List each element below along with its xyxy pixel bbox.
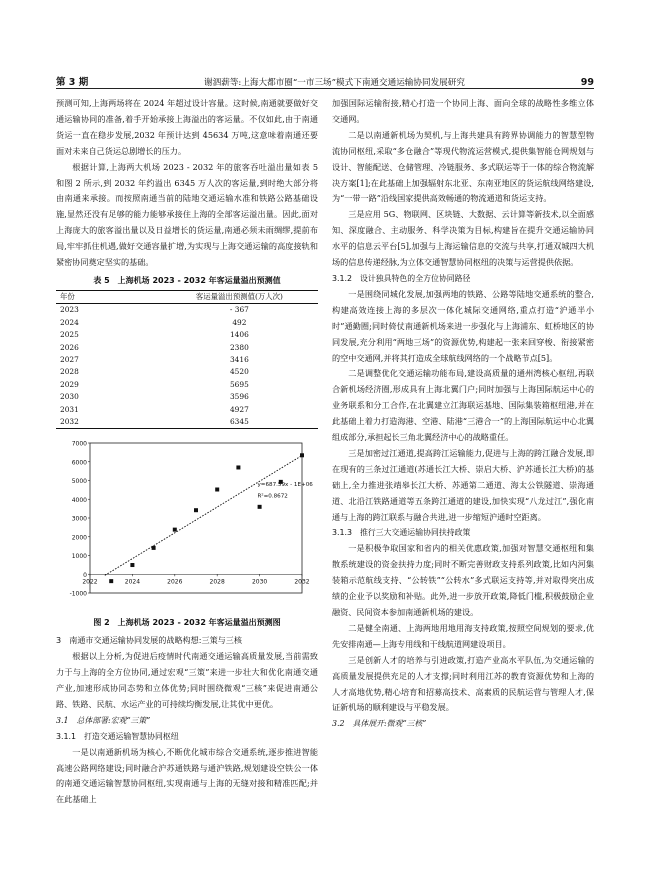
- x-tick-label: 2024: [124, 578, 141, 586]
- x-tick-label: 2026: [167, 578, 183, 586]
- paragraph: 二是调整优化交通运输功能布局,建设高质量的通州湾核心枢纽,再联合新机场经济圈,形成具有上海北翼门户;同时加强与上海国际航运中心的业务联系和分工合作,在北翼建立江海联运基地、国际集装箱枢纽港,并在此基础上着力打造海港、空港、陆港“三港合一”的上海国际航运中心北翼组成部分,承担起长三角北翼经济中心的战略重任。: [332, 368, 594, 443]
- value-cell: 4927: [229, 404, 249, 414]
- year-cell: 2031: [60, 404, 79, 414]
- plot-frame: [90, 443, 302, 593]
- value-cell: 492: [232, 317, 247, 327]
- y-tick-label: 6000: [71, 459, 87, 467]
- x-tick-label: 2028: [209, 578, 225, 586]
- table-row: [56, 354, 318, 366]
- data-point: [215, 488, 219, 492]
- subsubsection-heading: 3.1.3 推行三大交通运输协同扶持政策: [332, 528, 471, 538]
- table-row: [56, 342, 318, 354]
- table-row: [56, 379, 318, 391]
- year-cell: 2026: [60, 342, 79, 352]
- year-cell: 2030: [60, 392, 79, 402]
- section-heading: 3 南通市交通运输协同发展的战略构想:三策与三核: [56, 635, 242, 646]
- table-row: [56, 391, 318, 403]
- paragraph: 根据以上分析,为促进后疫情时代南通交通运输高质量发展,当前需致力于与上海的全方位协同,通过宏观“三策”来进一步壮大和优化南通交通产业,加速形成协同态势和立体优势;同时围绕微观“三核”来促进南通公路、铁路、民航、水运产业的可持续均衡发展,让其优中更优。: [56, 651, 318, 709]
- value-cell: 1406: [229, 330, 249, 340]
- x-tick-label: 2022: [82, 578, 98, 586]
- y-tick-label: 3000: [71, 515, 87, 523]
- paragraph: 二是健全南通、上海两地用地用海支持政策,按照空间规划的要求,优先安排南通—上海专用线和干线航道网建设项目。: [332, 622, 594, 649]
- y-tick-label: 4000: [71, 497, 87, 505]
- value-cell: 3596: [229, 392, 249, 402]
- data-point: [109, 579, 113, 583]
- y-tick-label: -1000: [69, 590, 87, 598]
- table-row: [56, 304, 318, 317]
- data-point: [173, 528, 177, 532]
- value-cell: 3416: [229, 354, 249, 364]
- year-cell: 2032: [60, 416, 79, 426]
- data-point: [152, 546, 156, 550]
- year-cell: 2027: [60, 354, 79, 364]
- value-cell: - 367: [229, 305, 249, 315]
- paragraph: 二是以南通新机场为契机,与上海共建具有跨界协调能力的智慧型物流协同枢纽,采取“多仓融合”等现代物流运营模式,提供集智能仓网规划与设计、智能配送、仓储管理、冷链服务、多式联运等于一体的综合物流解决方案[1];在此基础上加强辐射东北亚、东南亚地区的货运航线网络建设,为“一带一路”沿线国家提供高效畅通的物流通道和货运支持。: [332, 129, 594, 204]
- value-cell: 5695: [229, 379, 249, 389]
- year-cell: 2023: [60, 305, 79, 315]
- data-point: [258, 505, 262, 509]
- subsubsection-heading: 3.1.1 打造交通运输智慧协同枢纽: [56, 731, 179, 741]
- subsubsection-heading: 3.1.2 设计独具特色的全方位协同路径: [332, 273, 471, 283]
- page-number: 99: [580, 77, 594, 88]
- value-cell: 4520: [229, 367, 249, 377]
- trendline-equation: y=687.59x - 1E+06: [257, 482, 313, 489]
- paragraph: 三是创新人才的培养与引进政策,打造产业高水平队伍,为交通运输的高质量发展提供充足的人才支撑;同时利用江苏的教育资源优势和上海的人才高地优势,精心培育和招募高技术、高素质的民航运营与管理人才,保证新机场的顺利建设与平稳发展。: [332, 654, 594, 713]
- table-header-row: [56, 290, 318, 303]
- data-point: [130, 563, 134, 567]
- data-point: [300, 454, 304, 458]
- data-point: [236, 466, 240, 470]
- paragraph: 三是应用 5G、物联网、区块链、大数据、云计算等新技术,以全面感知、深度融合、主动服务、科学决策为目标,构建旨在提升交通运输协同水平的信息云平台[5],加强与上海运输信息的交流与共享,打通双城四大机场的信息传递经脉,为立体交通智慧协同枢纽的决策与运营提供依据。: [332, 209, 594, 268]
- y-tick-label: 1000: [71, 553, 87, 561]
- chart-svg: [56, 435, 318, 613]
- y-tick-label: 7000: [71, 440, 87, 448]
- value-cell: 6345: [229, 416, 249, 426]
- issue-number: 第 3 期: [56, 77, 89, 88]
- table-caption: 表 5 上海机场 2023 - 2032 年客运量溢出预测值: [93, 275, 281, 285]
- subsection-heading: 3.1 总体部署:宏观“三策”: [56, 715, 151, 725]
- year-cell: 2029: [60, 379, 79, 389]
- table-row: [56, 329, 318, 341]
- year-cell: 2028: [60, 367, 79, 377]
- running-title: 谢泗薪等:上海大都市圈“一市三场”模式下南通交通运输协同发展研究: [204, 78, 465, 88]
- table-row: [56, 366, 318, 378]
- left-column: [56, 96, 318, 808]
- paragraph: 一是围绕同城化发展,加强两地的铁路、公路等陆地交通系统的整合,构建高效连接上海的多层次一体化城际交通网络,重点打造“沪通半小时”通勤圈;同时倚仗南通新机场来进一步强化与上海浦东、虹桥地区的协同发展,充分利用“两地三场”的资源优势,构建起一张来回穿梭、衔接紧密的空中交通网,并将其打造成全球航线网络的一个战略节点[5]。: [332, 288, 594, 363]
- x-tick-label: 2032: [294, 578, 310, 586]
- scatter-chart: [56, 435, 318, 613]
- right-column: [332, 96, 594, 732]
- paragraph: 一是以南通新机场为核心,不断优化城市综合交通系统,逐步推进智能高速公路网络建设;同时融合沪苏通铁路与通沪铁路,规划建设空铁公一体的南通交通运输智慧协同枢纽,实现南通与上海的无缝对接和精准匹配;并在此基础上: [56, 746, 318, 805]
- paragraph: 根据计算,上海两大机场 2023 - 2032 年的旅客吞吐溢出量如表 5 和图 2 所示,到 2032 年约溢出 6345 万人次的客运量,到时绝大部分将由南通来承接。而按照南通当前的陆地交通运输水准和铁路公路基础设施,显然还没有足够的能力能够承接住上海的全部客运溢出量。因此,面对上海庞大的旅客溢出量以及日益增长的货运量,南通必须未雨绸缪,提前布局,牢牢抓住机遇,做好交通容量扩增,为实现与上海交通运输的高度接轨和紧密协同奠定坚实的基础。: [56, 161, 318, 268]
- figure-caption: 图 2 上海机场 2023 - 2032 年客运量溢出预测图: [93, 618, 281, 628]
- column-header-year: 年份: [60, 291, 75, 301]
- year-cell: 2025: [60, 330, 79, 340]
- data-point: [194, 509, 198, 513]
- table-row: [56, 404, 318, 416]
- table-row: [56, 317, 318, 329]
- paragraph: 一是积极争取国家和省内的相关优惠政策,加强对智慧交通枢纽和集散系统建设的资金扶持力度;同时不断完善财政支持系列政策,比如内河集装箱示范航线支持、“公转铁”“公转水”多式联运支持等,并对取得突出成绩的企业予以奖励和补贴。此外,进一步放开政策,降低门槛,积极鼓励企业融资、民间资本参加南通新机场的建设。: [332, 543, 594, 617]
- y-tick-label: 2000: [71, 534, 87, 542]
- table-row: [56, 416, 318, 429]
- paragraph: 预测可知,上海两场将在 2024 年超过设计容量。这时候,南通就要做好交通运输协同的准备,着手开始承接上海溢出的客运量。不仅如此,由于南通货运一直在稳步发展,2032 年预计达到 45634 万吨,这意味着南通还要面对未来自己货运总剧增长的压力。: [56, 98, 318, 156]
- value-cell: 2380: [229, 342, 249, 352]
- y-tick-label: 5000: [71, 478, 87, 486]
- subsection-heading: 3.2 具体展开:微观“三核”: [332, 719, 427, 729]
- paragraph: 加强国际运输衔接,精心打造一个协同上海、面向全球的战略性多维立体交通网。: [332, 98, 594, 124]
- year-cell: 2024: [60, 317, 79, 327]
- column-header-value: 客运量溢出预测值(万人次): [195, 291, 283, 301]
- trendline-r2: R²=0.8672: [257, 493, 288, 500]
- trendline: [105, 456, 302, 576]
- paragraph: 三是加密过江通道,提高跨江运输能力,促进与上海的跨江融合发展,即在现有的三条过江通道(苏通长江大桥、崇启大桥、沪苏通长江大桥)的基础上,全力推进张靖皋长江大桥、苏通第二通道、海太公铁隧道、崇海通道、北沿江铁路通道等五条跨江通道的建设,加快实现“八龙过江”,强化南通与上海的跨江联系与融合共进,进一步缩短沪通时空距离。: [332, 447, 594, 522]
- x-tick-label: 2030: [251, 578, 268, 586]
- forecast-table: [56, 290, 318, 429]
- y-tick-label: 0: [83, 572, 87, 580]
- running-header: [56, 72, 594, 89]
